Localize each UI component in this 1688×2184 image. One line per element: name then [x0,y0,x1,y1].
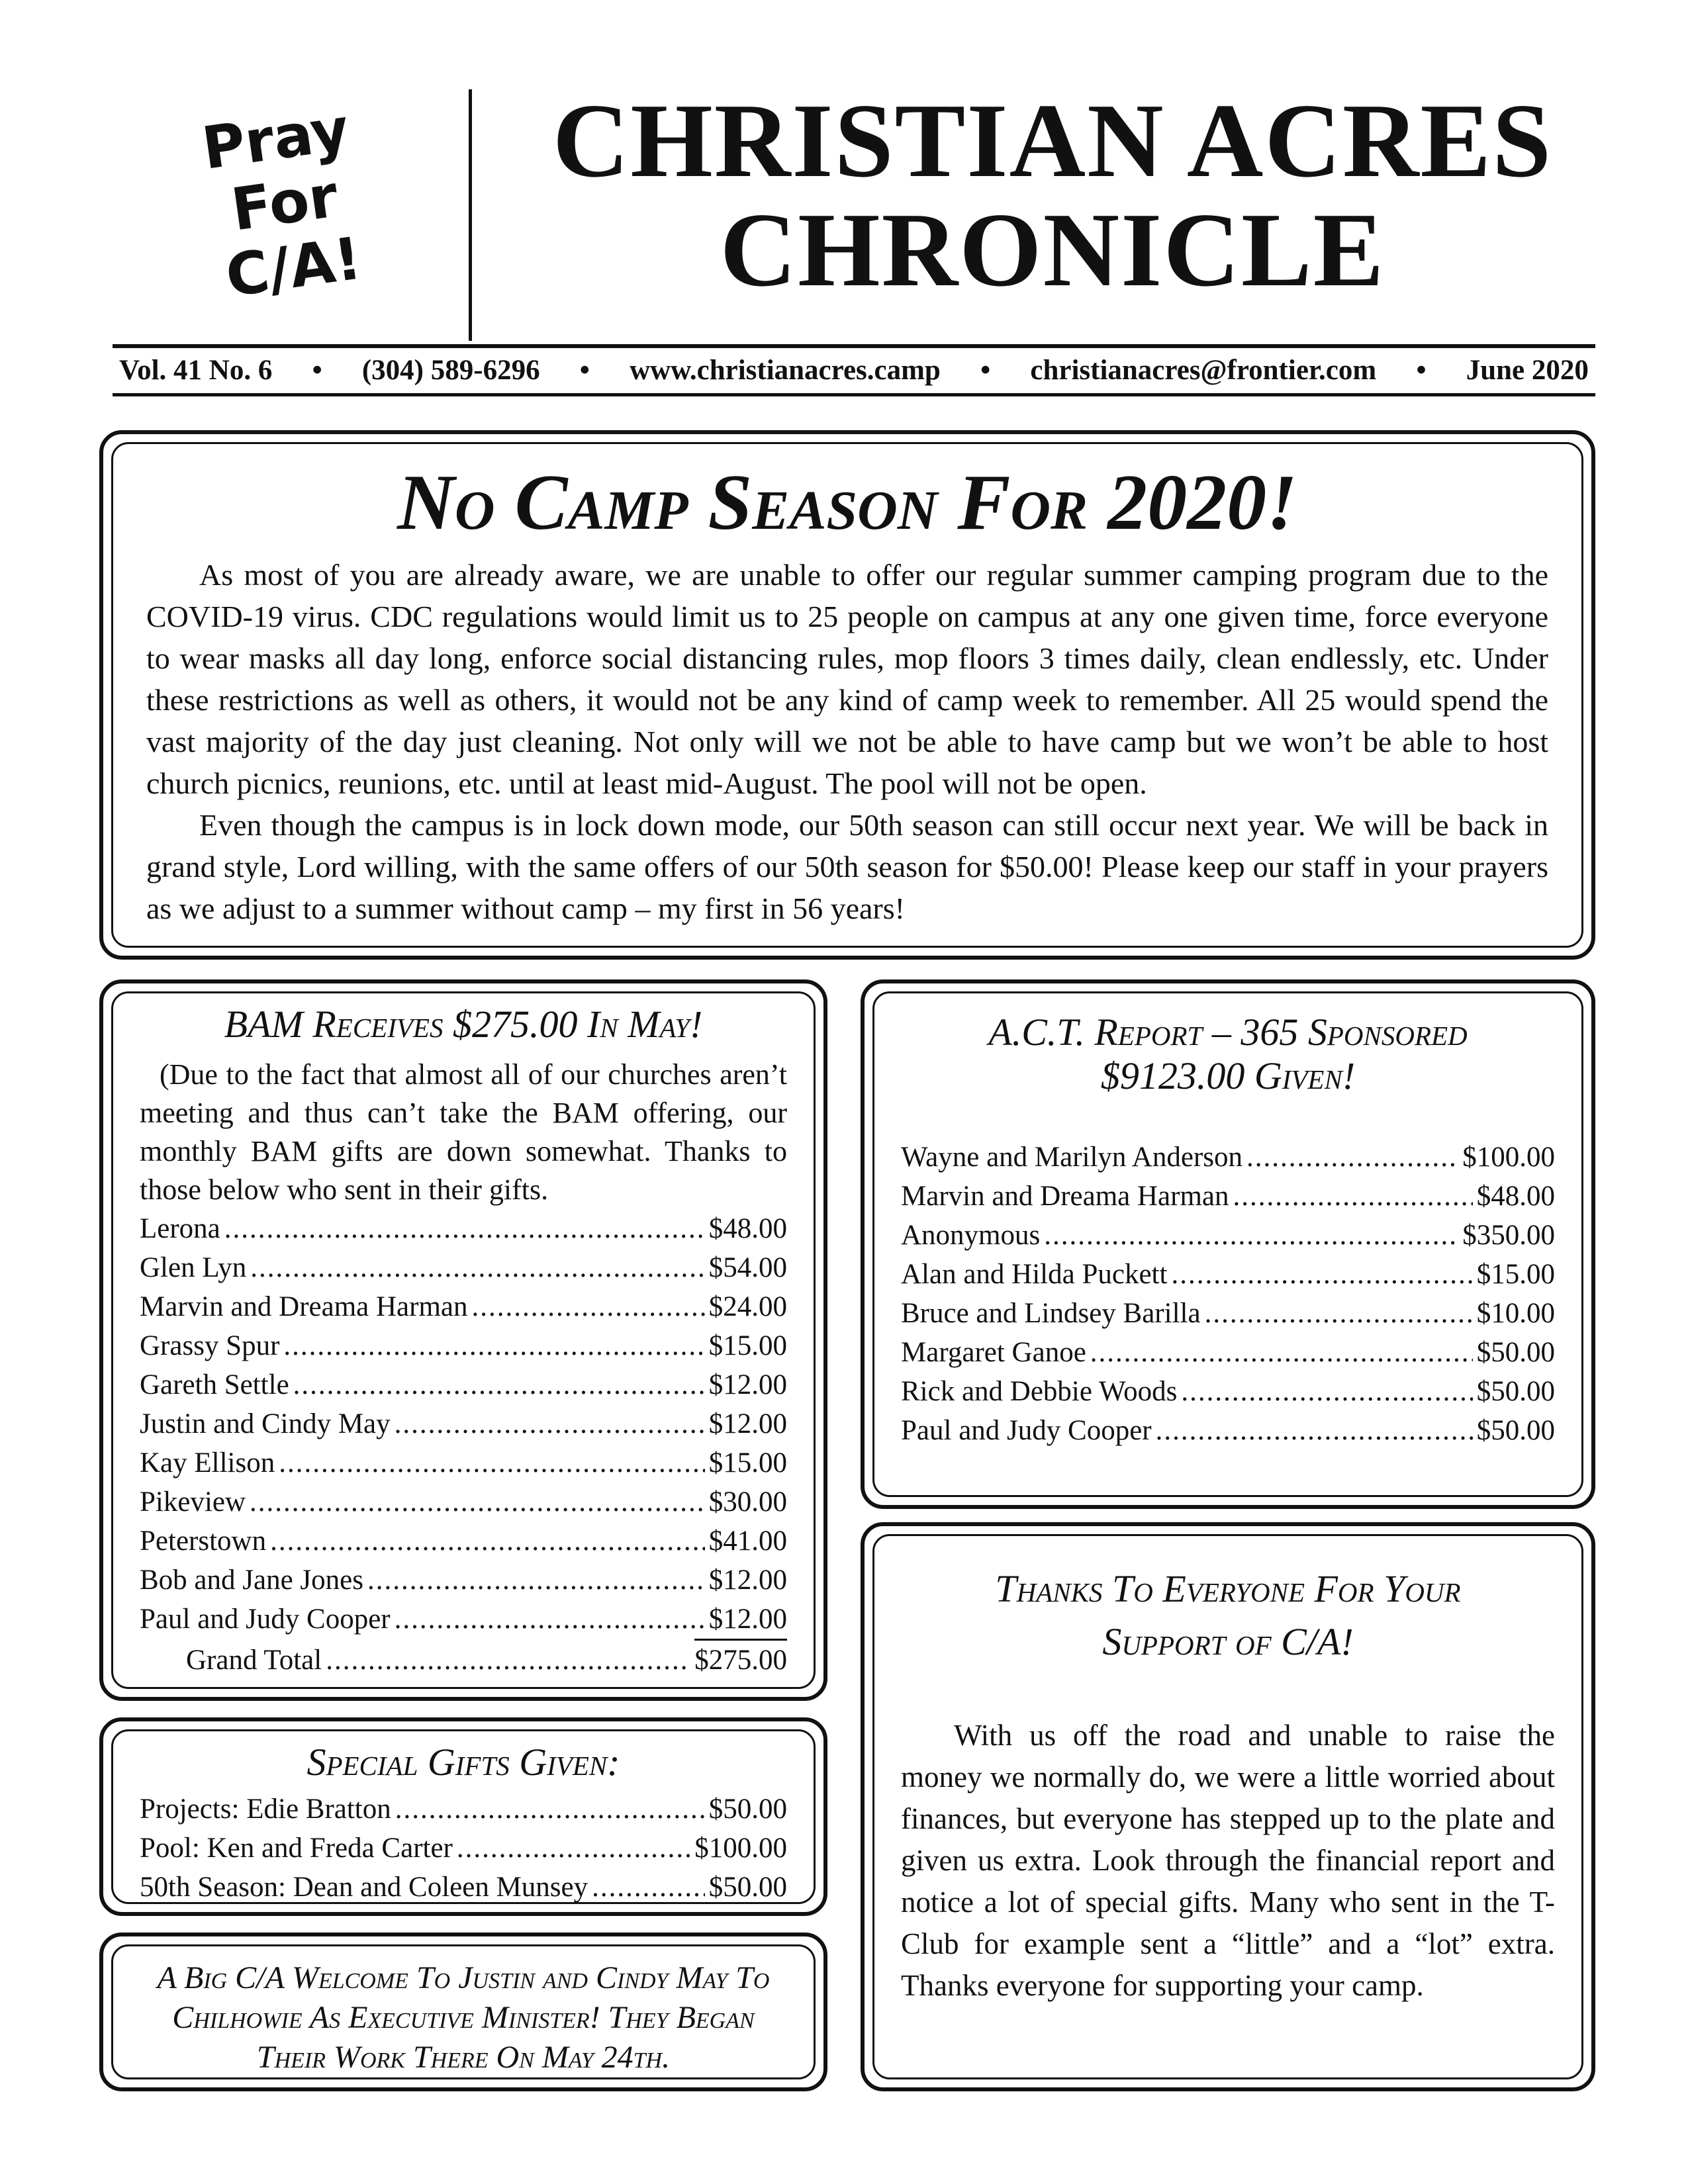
bam-gift-list [140,1209,787,1639]
leader-dots [457,1829,690,1868]
leader-dots [224,1209,705,1248]
gift-amount: $12.00 [708,1369,787,1400]
gift-row [901,1333,1555,1372]
gift-row [140,1600,787,1639]
donor-name: Alan and Hilda Puckett [901,1259,1168,1290]
leader-dots [472,1287,705,1326]
gift-amount: $15.00 [708,1447,787,1479]
thanks-headline-line-1: Thanks To Everyone For Your [995,1567,1461,1610]
gift-row [140,1868,787,1907]
gift-row [140,1326,787,1365]
donor-name: Bruce and Lindsey Barilla [901,1298,1201,1329]
gift-row [140,1287,787,1326]
leader-dots [1156,1411,1473,1450]
masthead-top-rule [113,344,1595,348]
donor-name: Justin and Cindy May [140,1408,391,1439]
gift-row [140,1482,787,1522]
donor-name: Glen Lyn [140,1252,247,1283]
total-amount: $275.00 [694,1639,787,1680]
leader-dots [1233,1177,1473,1216]
leader-dots [395,1790,705,1829]
email-link[interactable]: christianacres@frontier.com [1030,355,1377,386]
leader-dots [395,1600,705,1639]
donor-name: Grassy Spur [140,1330,280,1361]
leader-dots [270,1522,705,1561]
gift-row [140,1209,787,1248]
donor-name: Peterstown [140,1525,267,1557]
donor-name: Rick and Debbie Woods [901,1376,1178,1407]
leader-dots [326,1641,690,1680]
gift-row [140,1248,787,1287]
donor-name: Marvin and Dreama Harman [140,1291,468,1322]
main-article-paragraph: Even though the campus is in lock down mode, our 50th season can still occur next year. We will be back in grand style, Lord willing, with the same offers of our 50th season for $50.00! Please keep our staff in your prayers as we adjust to a summer without camp – my first in 56 years! [146,808,1548,925]
pray-for-ca-badge [160,91,410,315]
gift-amount: $50.00 [708,1872,787,1903]
gift-row [901,1177,1555,1216]
thanks-body: With us off the road and unable to raise the money we normally do, we were a little worried about finances, but everyone has stepped up to the plate and given us extra. Look through the financial report and notice a lot of special gifts. Many who sent in the T-Club for example sent a “little” and a “lot” extra. Thanks everyone for supporting your camp. [901,1719,1555,2002]
gift-amount: $12.00 [708,1408,787,1439]
leader-dots [592,1868,705,1907]
donor-name: 50th Season: Dean and Coleen Munsey [140,1872,588,1903]
gift-amount: $10.00 [1476,1298,1555,1329]
act-report-box [861,979,1595,1509]
act-headline-line-2: $9123.00 Given! [1100,1054,1356,1097]
thanks-headline-line-2: Support of C/A! [1102,1620,1354,1663]
welcome-text: A Big C/A Welcome To Justin and Cindy May To Chilhowie As Executive Minister! They Began Their Work There On May 24th. [157,1960,770,2075]
masthead-divider [469,89,472,341]
title-line-1: CHRISTIAN ACRES [552,81,1553,199]
donor-name: Projects: Edie Bratton [140,1794,391,1825]
leader-dots [1044,1216,1458,1255]
gift-row [140,1561,787,1600]
donor-name: Paul and Judy Cooper [901,1415,1152,1446]
leader-dots [1181,1372,1472,1411]
gift-amount: $50.00 [1476,1415,1555,1446]
leader-dots [1171,1255,1472,1294]
gift-amount: $41.00 [708,1525,787,1557]
special-gifts-list [140,1790,787,1907]
gift-row [901,1294,1555,1333]
masthead-bottom-rule [113,393,1595,396]
leader-dots [367,1561,705,1600]
gift-amount: $50.00 [1476,1337,1555,1368]
gift-row [901,1216,1555,1255]
donor-name: Anonymous [901,1220,1041,1251]
gift-amount: $50.00 [1476,1376,1555,1407]
gift-row [140,1404,787,1443]
bam-intro: (Due to the fact that almost all of our churches aren’t meeting and thus can’t take the BAM offering, our monthly BAM gifts are down somewhat. Thanks to those below who sent in their gifts. [140,1058,787,1206]
bam-headline: BAM Receives $275.00 In May! [224,1003,703,1046]
gift-row [140,1829,787,1868]
total-label: Grand Total [186,1645,322,1676]
gift-row [901,1255,1555,1294]
main-article-headline: No Camp Season For 2020! [397,458,1297,546]
pray-line-1: Pray [198,95,353,183]
masthead-info-line [119,351,1589,390]
donor-name: Bob and Jane Jones [140,1565,363,1596]
gift-amount: $30.00 [708,1486,787,1518]
bam-grand-total [140,1639,787,1680]
title-line-2: CHRONICLE [720,191,1385,308]
thanks-box [861,1522,1595,2091]
gift-amount: $12.00 [708,1604,787,1635]
gift-amount: $100.00 [694,1833,787,1864]
phone-number: (304) 589-6296 [361,355,540,386]
gift-amount: $12.00 [708,1565,787,1596]
donor-name: Pool: Ken and Freda Carter [140,1833,453,1864]
main-article-box [99,430,1595,960]
gift-row [901,1372,1555,1411]
separator: • [579,355,590,386]
gift-amount: $54.00 [708,1252,787,1283]
gift-amount: $350.00 [1462,1220,1555,1251]
leader-dots [293,1365,705,1404]
gift-amount: $50.00 [708,1794,787,1825]
gift-amount: $15.00 [708,1330,787,1361]
gift-row [140,1443,787,1482]
pray-line-3: C/A! [221,224,366,310]
act-gift-list [901,1138,1555,1450]
special-gifts-box [99,1717,827,1916]
donor-name: Gareth Settle [140,1369,289,1400]
leader-dots [1205,1294,1473,1333]
leader-dots [1246,1138,1458,1177]
donor-name: Lerona [140,1213,220,1244]
issue-date: June 2020 [1466,355,1589,386]
website-link[interactable]: www.christianacres.camp [630,355,941,386]
gift-row [140,1522,787,1561]
gift-amount: $48.00 [1476,1181,1555,1212]
donor-name: Margaret Ganoe [901,1337,1086,1368]
leader-dots [283,1326,704,1365]
donor-name: Kay Ellison [140,1447,275,1479]
leader-dots [250,1482,705,1522]
separator: • [980,355,991,386]
gift-amount: $100.00 [1462,1142,1555,1173]
donor-name: Marvin and Dreama Harman [901,1181,1229,1212]
volume-issue: Vol. 41 No. 6 [119,355,273,386]
donor-name: Pikeview [140,1486,246,1518]
leader-dots [395,1404,705,1443]
special-gifts-headline: Special Gifts Given: [306,1741,620,1784]
gift-row [140,1365,787,1404]
newsletter-title [483,81,1622,308]
gift-amount: $24.00 [708,1291,787,1322]
leader-dots [279,1443,705,1482]
pray-line-2: For [227,161,342,244]
gift-row [901,1411,1555,1450]
main-article-body [146,554,1548,929]
donor-name: Paul and Judy Cooper [140,1604,391,1635]
gift-row [901,1138,1555,1177]
leader-dots [1090,1333,1473,1372]
gift-amount: $15.00 [1476,1259,1555,1290]
gift-row [140,1790,787,1829]
separator: • [1416,355,1427,386]
gift-amount: $48.00 [708,1213,787,1244]
act-headline-line-1: A.C.T. Report – 365 Sponsored [988,1011,1468,1054]
leader-dots [250,1248,705,1287]
welcome-box [99,1933,827,2091]
donor-name: Wayne and Marilyn Anderson [901,1142,1243,1173]
separator: • [312,355,322,386]
bam-box [99,979,827,1701]
main-article-paragraph: As most of you are already aware, we are unable to offer our regular summer camping program due to the COVID-19 virus. CDC regulations would limit us to 25 people on campus at any one given time, force everyone to wear masks all day long, enforce social distancing rules, mop floors 3 times daily, clean endlessly, etc. Under these restrictions as well as others, it would not be any kind of camp week to remember. All 25 would spend the vast majority of the day just cleaning. Not only will we not be able to have camp but we won’t be able to host church picnics, reunions, etc. until at least mid-August. The pool will not be open. [146,558,1548,800]
